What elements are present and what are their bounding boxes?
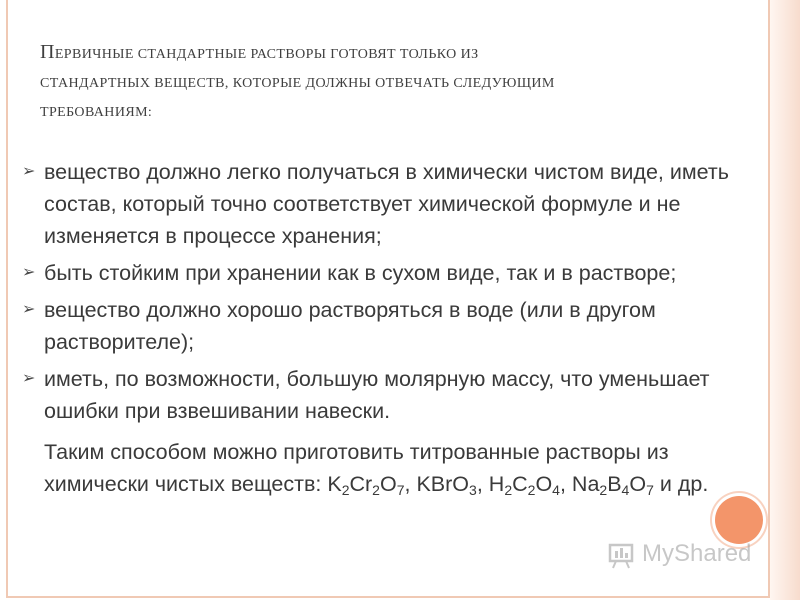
heading-line-1 bbox=[40, 38, 740, 69]
closing-paragraph bbox=[44, 436, 774, 500]
formula-separator: , bbox=[404, 472, 417, 496]
closing-tail: и др. bbox=[653, 472, 709, 496]
chemical-formula: $H_2C_2O_4$ bbox=[488, 472, 560, 498]
slide-heading bbox=[40, 38, 740, 127]
bullet-list bbox=[22, 156, 772, 432]
formula-list bbox=[327, 472, 654, 496]
watermark-logo bbox=[608, 537, 751, 571]
watermark-text: MyShared bbox=[642, 540, 752, 567]
bullet-item bbox=[22, 363, 772, 427]
arrow-bullet-icon: ➢ bbox=[22, 264, 36, 281]
bullet-text: вещество должно хорошо растворяться в воде (или в другом растворителе); bbox=[44, 298, 656, 354]
chemical-formula: $Na_2B_4O_7$ bbox=[571, 472, 654, 498]
bullet-item bbox=[22, 156, 772, 252]
bullet-text: иметь, по возможности, большую молярную массу, что уменьшает ошибки при взвешивании навески. bbox=[44, 367, 710, 423]
heading-line-1-text: ЕРВИЧНЫЕ СТАНДАРТНЫЕ РАСТВОРЫ ГОТОВЯТ ТОЛЬКО ИЗ bbox=[54, 47, 479, 62]
bullet-text: вещество должно легко получаться в химически чистом виде, иметь состав, который точно соответствует химической формуле и не изменяется в процессе хранения; bbox=[44, 160, 729, 248]
chemical-formula: KBrO$_3$ bbox=[416, 472, 477, 498]
bullet-text: быть стойким при хранении как в сухом виде, так и в растворе; bbox=[44, 261, 677, 285]
heading-line-3: ТРЕБОВАНИЯМ: bbox=[40, 105, 153, 120]
chemical-formula: $K_2Cr_2O_7$ bbox=[327, 472, 405, 498]
bullet-item bbox=[22, 257, 772, 289]
arrow-bullet-icon: ➢ bbox=[22, 370, 36, 387]
bullet-item bbox=[22, 294, 772, 358]
arrow-bullet-icon: ➢ bbox=[22, 301, 36, 318]
heading-first-letter: П bbox=[40, 41, 55, 63]
formula-separator: , bbox=[476, 472, 489, 496]
heading-line-2: СТАНДАРТНЫХ ВЕЩЕСТВ, КОТОРЫЕ ДОЛЖНЫ ОТВЕЧАТЬ СЛЕДУЮЩИМ bbox=[40, 76, 555, 91]
formula-separator: , bbox=[559, 472, 572, 496]
closing-intro: Таким способом можно приготовить титрованные растворы из химически чистых веществ: bbox=[44, 440, 669, 496]
myshared-logo-icon bbox=[608, 539, 636, 569]
arrow-bullet-icon: ➢ bbox=[22, 163, 36, 180]
slide-edge-strip bbox=[770, 0, 800, 600]
